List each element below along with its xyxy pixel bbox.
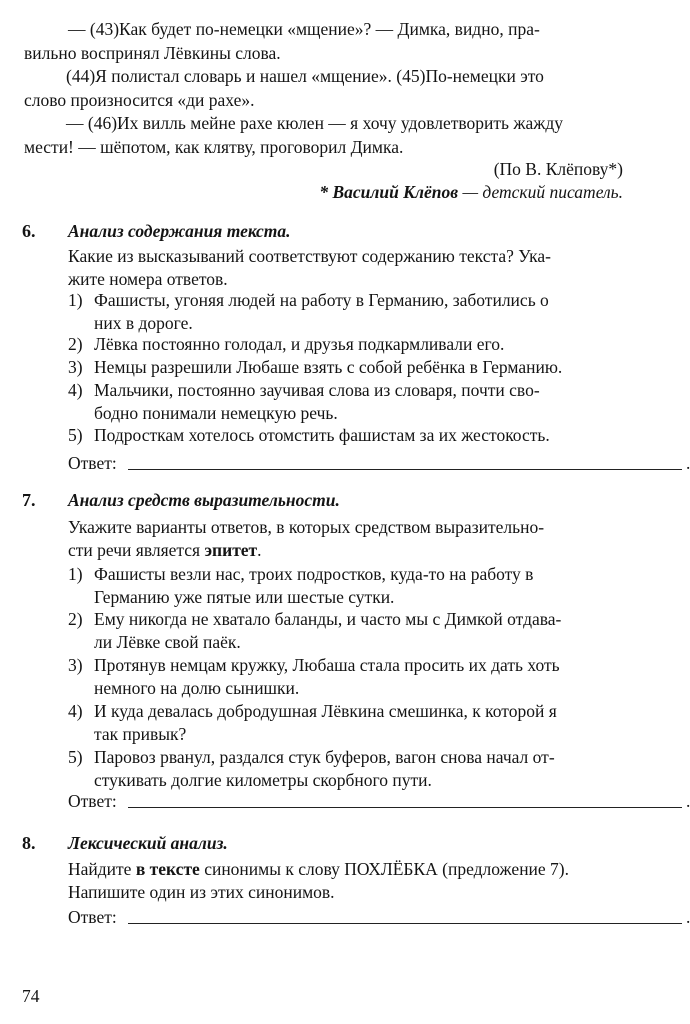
option-number: 3)	[68, 655, 83, 675]
passage-paragraph-44	[24, 65, 624, 112]
text-fragment: Найдите	[68, 859, 136, 879]
option-text	[94, 563, 624, 609]
page-number: 74	[22, 986, 40, 1006]
answer-label: Ответ:	[68, 453, 117, 473]
task-8-heading: Лексический анализ.	[68, 833, 228, 853]
text-line	[68, 858, 624, 881]
option-number: 1)	[68, 290, 83, 310]
text-line: слово произносится «ди рахе».	[24, 89, 255, 110]
text-line: И куда девалась добродушная Лёвкина смешинка, к которой я	[94, 701, 557, 721]
option-text	[94, 356, 624, 379]
option-number: 2)	[68, 609, 83, 629]
task-7-number: 7.	[22, 490, 36, 510]
answer-line[interactable]	[128, 469, 682, 470]
text-line: вильно воспринял Лёвкины слова.	[24, 42, 281, 63]
option-text	[94, 379, 624, 425]
task-8-answer	[68, 906, 690, 929]
task-6-answer	[68, 452, 690, 475]
text-line: мести! — шёпотом, как клятву, проговорил Димка.	[24, 136, 404, 157]
source-attribution: (По В. Клёпову*)	[493, 159, 623, 179]
text-line: — (43)Как будет по-немецки «мщение»? — Димка, видно, пра-	[68, 19, 540, 39]
text-line: так привык?	[94, 724, 187, 744]
passage-paragraph-43	[24, 18, 624, 65]
footnote	[319, 181, 623, 204]
answer-label: Ответ:	[68, 791, 117, 811]
option-number: 5)	[68, 425, 83, 445]
answer-period: .	[686, 453, 690, 473]
text-line: Германию уже пятые или шестые сутки.	[94, 587, 395, 607]
text-line: бодно понимали немецкую речь.	[94, 403, 338, 423]
option-text	[94, 654, 624, 700]
text-line: Подросткам хотелось отомстить фашистам за их жестокость.	[94, 425, 550, 445]
text-line: (44)Я полистал словарь и нашел «мщение». (45)По-немецки это	[66, 66, 544, 86]
answer-label: Ответ:	[68, 907, 117, 927]
task-6-heading: Анализ содержания текста.	[68, 221, 291, 241]
option-text	[94, 700, 624, 746]
answer-line[interactable]	[128, 923, 682, 924]
text-line: Какие из высказываний соответствуют содержанию текста? Ука-	[68, 246, 551, 266]
option-text	[94, 424, 624, 447]
footnote-text: — детский писатель.	[458, 182, 623, 202]
text-fragment: .	[257, 540, 262, 560]
task-6-question	[68, 245, 624, 291]
answer-period: .	[686, 907, 690, 927]
option-number: 1)	[68, 564, 83, 584]
text-line: Мальчики, постоянно заучивая слова из словаря, почти сво-	[94, 380, 540, 400]
option-text	[94, 608, 624, 654]
option-text	[94, 289, 624, 335]
text-line: Напишите один из этих синонимов.	[68, 882, 335, 902]
footnote-name: * Василий Клёпов	[319, 182, 459, 202]
task-7-heading: Анализ средств выразительности.	[68, 490, 340, 510]
option-number: 4)	[68, 380, 83, 400]
task-7-answer	[68, 790, 690, 813]
answer-line[interactable]	[128, 807, 682, 808]
text-line: — (46)Их вилль мейне рахе кюлен — я хочу удовлетворить жажду	[66, 113, 564, 133]
text-fragment: сти речи является	[68, 540, 205, 560]
text-line: них в дороге.	[94, 313, 193, 333]
text-line: Фашисты, угоняя людей на работу в Германию, заботились о	[94, 290, 549, 310]
text-fragment: синонимы к слову ПОХЛЁБКА (предложение 7).	[199, 859, 570, 879]
text-line: Фашисты везли нас, троих подростков, куда-то на работу в	[94, 564, 534, 584]
text-line: ли Лёвке свой паёк.	[94, 632, 241, 652]
bold-term: эпитет	[204, 540, 258, 560]
text-line: стукивать долгие километры скорбного пути.	[94, 770, 432, 790]
bold-term: в тексте	[135, 859, 200, 879]
text-line: Укажите варианты ответов, в которых средством выразительно-	[68, 517, 545, 537]
option-text	[94, 333, 624, 356]
option-number: 4)	[68, 701, 83, 721]
task-8-number: 8.	[22, 833, 36, 853]
task-6-number: 6.	[22, 221, 36, 241]
option-number: 2)	[68, 334, 83, 354]
option-number: 3)	[68, 357, 83, 377]
task-7-question	[68, 516, 624, 562]
task-8-question	[68, 858, 624, 904]
text-line	[68, 539, 624, 562]
text-line: Протянув немцам кружку, Любаша стала просить их дать хоть	[94, 655, 560, 675]
text-line: немного на долю сынишки.	[94, 678, 300, 698]
text-line: жите номера ответов.	[68, 269, 228, 289]
option-text	[94, 746, 624, 792]
text-line: Лёвка постоянно голодал, и друзья подкармливали его.	[94, 334, 505, 354]
text-line: Ему никогда не хватало баланды, и часто мы с Димкой отдава-	[94, 609, 562, 629]
text-line: Паровоз рванул, раздался стук буферов, вагон снова начал от-	[94, 747, 555, 767]
passage-paragraph-46	[24, 112, 624, 159]
answer-period: .	[686, 791, 690, 811]
option-number: 5)	[68, 747, 83, 767]
text-line: Немцы разрешили Любаше взять с собой ребёнка в Германию.	[94, 357, 563, 377]
